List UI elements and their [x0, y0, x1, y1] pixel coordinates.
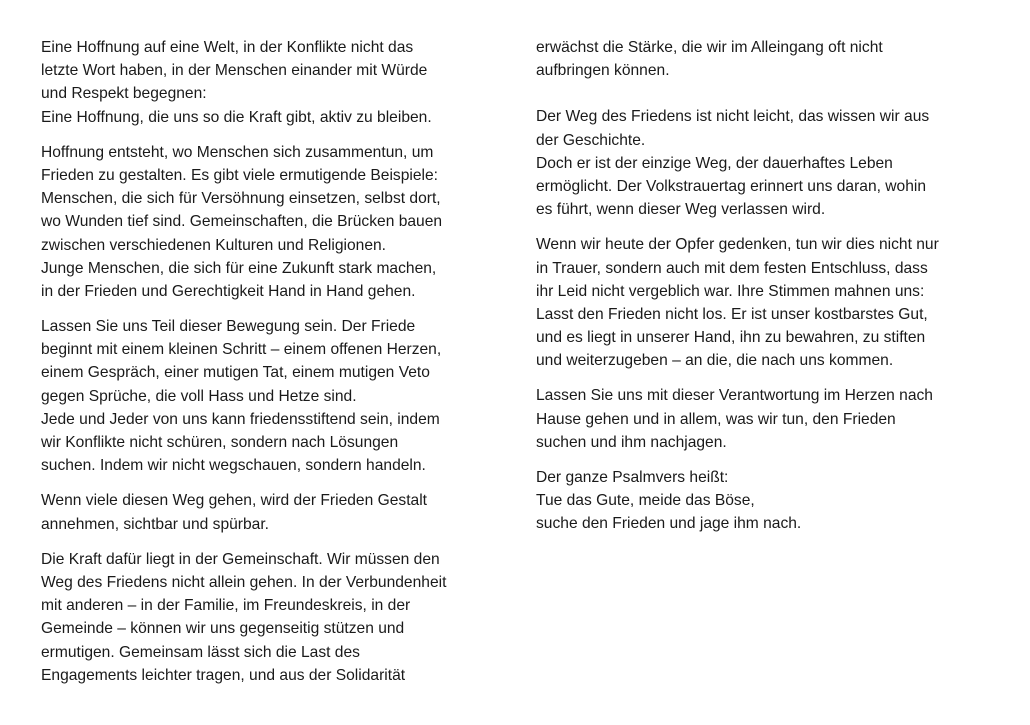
left-column [41, 36, 501, 687]
text-line: Junge Menschen, die sich für eine Zukunft stark machen, [41, 259, 437, 277]
paragraph [41, 548, 501, 687]
text-line: Lassen Sie uns mit dieser Verantwortung im Herzen nach [536, 387, 933, 405]
text-line: Menschen, die sich für Versöhnung einsetzen, selbst dort, [41, 190, 441, 208]
text-line: Weg des Friedens nicht allein gehen. In der Verbundenheit [41, 573, 447, 591]
paragraph [41, 141, 501, 303]
text-line: und weiterzugeben – an die, die nach uns kommen. [536, 352, 894, 370]
text-line: annehmen, sichtbar und spürbar. [41, 515, 269, 533]
text-line: einem Gespräch, einer mutigen Tat, einem mutigen Veto [41, 364, 430, 382]
right-column [536, 36, 996, 536]
paragraph [536, 105, 996, 221]
text-line: suchen und ihm nachjagen. [536, 433, 727, 451]
text-line: Hause gehen und in allem, was wir tun, den Frieden [536, 410, 896, 428]
text-line: Der ganze Psalmvers heißt: [536, 469, 729, 486]
text-line: Die Kraft dafür liegt in der Gemeinschaft. Wir müssen den [41, 550, 440, 568]
paragraph [41, 36, 501, 129]
text-line: ihr Leid nicht vergeblich war. Ihre Stimmen mahnen uns: [536, 282, 925, 300]
text-line: Wenn viele diesen Weg gehen, wird der Frieden Gestalt [41, 492, 428, 510]
text-line: Tue das Gute, meide das Böse, [536, 492, 755, 510]
text-line: Hoffnung entsteht, wo Menschen sich zusammentun, um [41, 143, 434, 161]
text-line: ermöglicht. Der Volkstrauertag erinnert uns daran, wohin [536, 177, 927, 195]
text-line: suche den Frieden und jage ihm nach. [536, 515, 802, 533]
text-line: Eine Hoffnung, die uns so die Kraft gibt, aktiv zu bleiben. [41, 108, 432, 126]
paragraph [41, 315, 501, 477]
text-line: wo Wunden tief sind. Gemeinschaften, die Brücken bauen [41, 213, 443, 231]
text-line: Eine Hoffnung auf eine Welt, in der Konflikte nicht das [41, 39, 414, 56]
text-line: zwischen verschiedenen Kulturen und Religionen. [41, 236, 387, 254]
text-line: wir Konflikte nicht schüren, sondern nach Lösungen [41, 434, 399, 451]
text-line: in der Frieden und Gerechtigkeit Hand in Hand gehen. [41, 282, 416, 300]
text-line: ermutigen. Gemeinsam lässt sich die Last des [41, 643, 360, 661]
text-line: Frieden zu gestalten. Es gibt viele ermutigende Beispiele: [41, 166, 439, 184]
text-line: es führt, wenn dieser Weg verlassen wird. [536, 201, 826, 219]
text-line: Jede und Jeder von uns kann friedensstiftend sein, indem [41, 410, 440, 428]
text-line: Gemeinde – können wir uns gegenseitig stützen und [41, 620, 405, 638]
text-line: Doch er ist der einzige Weg, der dauerhaftes Leben [536, 154, 893, 172]
text-line: aufbringen können. [536, 62, 670, 80]
paragraph [536, 233, 996, 372]
paragraph [41, 489, 501, 535]
text-line: Wenn wir heute der Opfer gedenken, tun wir dies nicht nur [536, 236, 939, 254]
text-line: Lasst den Frieden nicht los. Er ist unser kostbarstes Gut, [536, 305, 928, 323]
text-line: in Trauer, sondern auch mit dem festen Entschluss, dass [536, 259, 928, 277]
text-line: erwächst die Stärke, die wir im Alleingang oft nicht [536, 39, 883, 56]
text-line: letzte Wort haben, in der Menschen einander mit Würde [41, 62, 428, 80]
paragraph [536, 466, 996, 536]
text-line: der Geschichte. [536, 131, 646, 149]
text-line: und es liegt in unserer Hand, ihn zu bewahren, zu stiften [536, 329, 926, 347]
text-line: gegen Sprüche, die voll Hass und Hetze sind. [41, 387, 357, 405]
text-line: mit anderen – in der Familie, im Freundeskreis, in der [41, 597, 411, 615]
paragraph [536, 36, 996, 82]
text-line: beginnt mit einem kleinen Schritt – einem offenen Herzen, [41, 341, 442, 359]
text-line: suchen. Indem wir nicht wegschauen, sondern handeln. [41, 457, 426, 475]
text-line: Engagements leichter tragen, und aus der Solidarität [41, 666, 406, 684]
paragraph [536, 384, 996, 454]
text-line: und Respekt begegnen: [41, 85, 207, 103]
text-line: Lassen Sie uns Teil dieser Bewegung sein. Der Friede [41, 318, 416, 336]
text-line: Der Weg des Friedens ist nicht leicht, das wissen wir aus [536, 108, 930, 126]
